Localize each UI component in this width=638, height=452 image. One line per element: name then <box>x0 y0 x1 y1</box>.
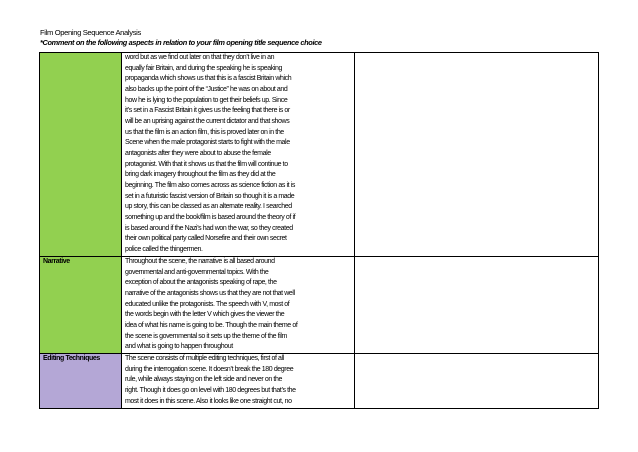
text-line: equally fair Britain, and during the speaking he is speaking <box>125 64 282 72</box>
text-line: governmental and anti-governmental topics. With the <box>125 268 269 276</box>
text-line: it’s set in a Fascist Britain it gives us the feeling that there is or <box>125 107 290 115</box>
text-line: up story, this can be classed as an alternate reality. I searched <box>125 203 292 211</box>
table-row <box>40 53 599 257</box>
text-line: police called the thingermen. <box>125 245 203 253</box>
text-line: Throughout the scene, the narrative is all based around <box>125 258 275 265</box>
text-line: their own political party called Norsefire and their own secret <box>125 235 287 243</box>
text-line: set in a futuristic fascist version of Britain so though it is a made <box>125 192 295 200</box>
analysis-text-cell <box>122 257 355 354</box>
text-line: during the interrogation scene. It doesn’t break the 180 degree <box>125 365 294 373</box>
analysis-table <box>39 52 599 409</box>
document-title: Film Opening Sequence Analysis <box>40 28 141 37</box>
analysis-text-cell <box>122 53 355 257</box>
text-line: us that the film is an action film, this is proved later on in the <box>125 128 284 136</box>
row-label-cell: Narrative <box>40 257 122 354</box>
table-row <box>40 257 599 354</box>
text-line: The scene consists of multiple editing techniques, first of all <box>125 355 284 362</box>
document-subtitle: *Comment on the following aspects in relation to your film opening title sequence choice <box>40 38 322 47</box>
text-line: educated unlike the protagonists. The speech with V, most of <box>125 300 290 308</box>
comment-cell <box>355 53 599 257</box>
text-line: right. Though it does go on level with 180 degrees but that’s the <box>125 386 296 394</box>
row-label-cell: Editing Techniques <box>40 354 122 409</box>
text-line: rule, while always staying on the left side and never on the <box>125 376 282 384</box>
text-line: most it does in this scene. Also it looks like one straight cut, no <box>125 397 292 405</box>
text-line: something up and the book/film is based around the theory of if <box>125 213 296 221</box>
text-line: Scene when the male protagonist starts to fight with the male <box>125 139 290 147</box>
text-line: also backs up the point of the “Justice” he was on about and <box>125 85 288 93</box>
text-line: bring dark imagery throughout the film as they did at the <box>125 171 276 179</box>
comment-cell <box>355 257 599 354</box>
text-line: narrative of the antagonists shows us that they are not that well <box>125 289 295 297</box>
text-line: how he is lying to the population to get their beliefs up. Since <box>125 96 288 104</box>
text-line: the scene is governmental so it sets up the theme of the film <box>125 332 287 340</box>
text-line: the words begin with the letter V which gives the viewer the <box>125 311 285 319</box>
row-label-cell <box>40 53 122 257</box>
text-line: will be an uprising against the current dictator and that shows <box>125 117 290 125</box>
text-line: protagonist. With that it shows us that the film will continue to <box>125 160 288 168</box>
text-line: antagonists after they were about to abuse the female <box>125 149 271 157</box>
text-line: propaganda which shows us that this is a fascist Britain which <box>125 75 292 83</box>
comment-cell <box>355 354 599 409</box>
table-row <box>40 354 599 409</box>
analysis-text-cell <box>122 354 355 409</box>
text-line: and what is going to happen throughout <box>125 343 233 351</box>
text-line: exception of about the antagonists speaking of rape, the <box>125 279 277 287</box>
text-line: is based around if the Nazi’s had won the war, so they created <box>125 224 293 232</box>
text-line: beginning. The film also comes across as science fiction as it is <box>125 181 295 189</box>
text-line: idea of what his name is going to be. Though the main theme of <box>125 321 298 329</box>
text-line: word but as we find out later on that they don’t live in an <box>125 54 275 61</box>
